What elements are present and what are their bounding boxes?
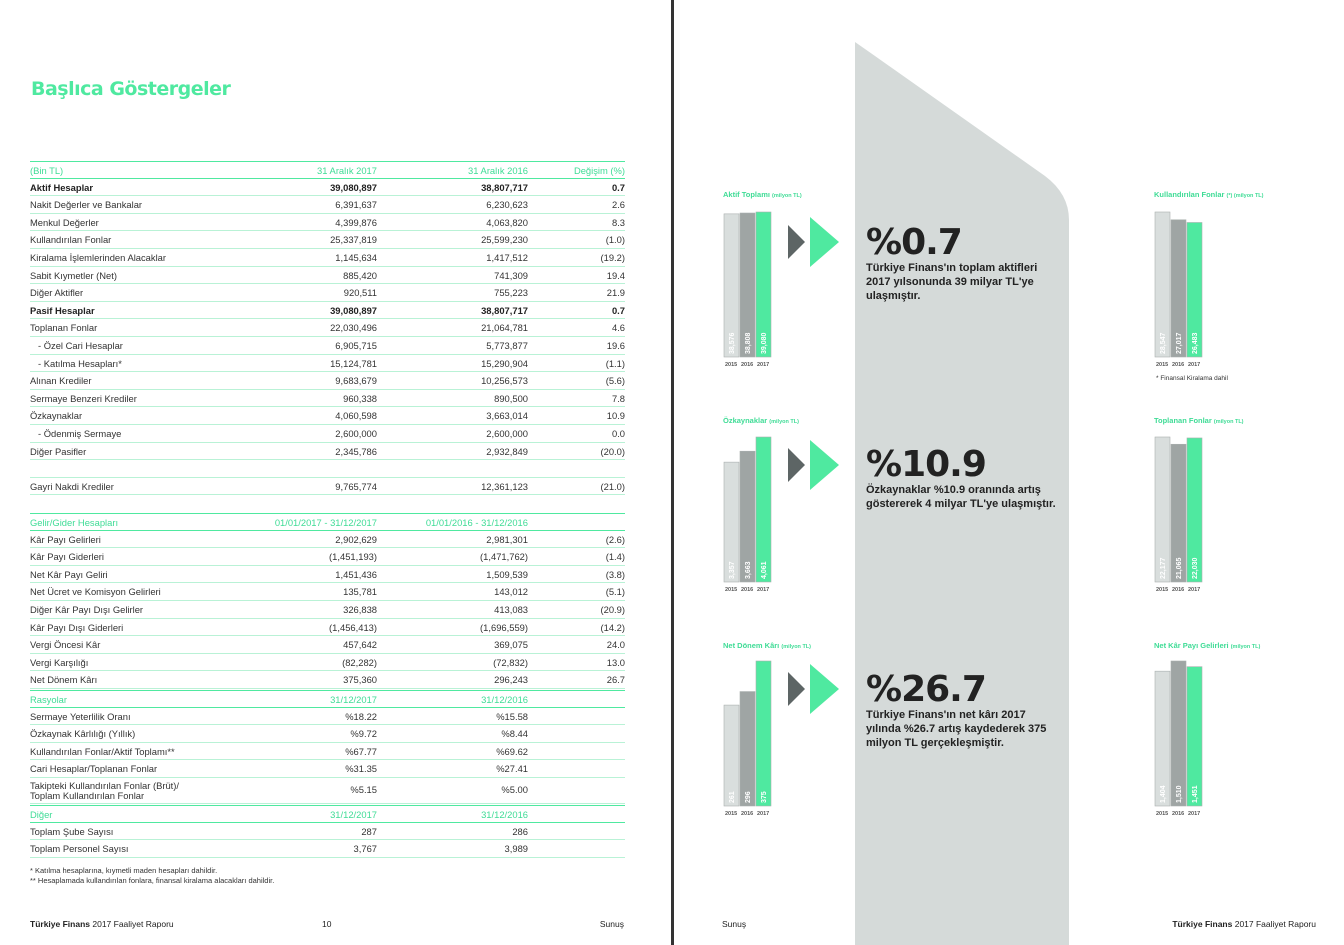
bar-chart	[723, 422, 783, 592]
row-label: Vergi Karşılığı	[30, 656, 89, 668]
arrow-dark-icon	[788, 448, 805, 482]
footer-brand	[30, 919, 174, 929]
row-label: Alınan Krediler	[30, 375, 92, 387]
change-percent: (5.6)	[605, 375, 625, 387]
table-row	[30, 725, 625, 743]
value-2016: 1,509,539	[486, 568, 528, 580]
change-percent: 7.8	[611, 392, 625, 404]
row-label: Vergi Öncesi Kâr	[30, 639, 101, 651]
column-header: Değişim (%)	[573, 165, 625, 176]
arrow-green-icon	[810, 217, 839, 267]
value-2017: 287	[361, 825, 377, 837]
value-2016: %8.44	[501, 728, 528, 740]
bar-value-label: 296	[745, 791, 752, 803]
change-percent: 4.6	[611, 322, 625, 334]
table-row	[30, 601, 625, 619]
value-2016: (1,696,559)	[480, 621, 528, 633]
table-row	[30, 425, 625, 443]
column-header: 31/12/2017	[330, 809, 377, 820]
footer-section: Sunuş	[722, 919, 747, 929]
value-2017: %31.35	[345, 763, 377, 775]
table-row	[30, 583, 625, 601]
value-2016: 3,663,014	[486, 410, 528, 422]
bar-value-label: 1,510	[1176, 785, 1183, 803]
table-row	[30, 390, 625, 408]
value-2016: 741,309	[494, 269, 528, 281]
row-label: Net Dönem Kârı	[30, 674, 98, 686]
value-2017: 4,399,876	[335, 216, 377, 228]
change-percent: 19.6	[606, 339, 625, 351]
change-percent: (1.1)	[605, 357, 625, 369]
chart-year-labels	[725, 587, 773, 593]
table-row	[30, 708, 625, 726]
bar-2017	[756, 661, 771, 806]
bar-value-label: 1,451	[1192, 785, 1199, 803]
value-2016: 2,981,301	[486, 533, 528, 545]
change-percent: 24.0	[606, 639, 625, 651]
value-2016: %5.00	[501, 783, 528, 795]
row-label: Kiralama İşlemlerinden Alacaklar	[30, 251, 166, 263]
table-row	[30, 531, 625, 549]
change-percent: 8.3	[611, 216, 625, 228]
bar-value-label: 1,404	[1160, 785, 1167, 803]
bar-value-label: 22,030	[1192, 557, 1199, 579]
chart-title-text: Kullandırılan Fonlar	[1154, 190, 1225, 199]
column-header: 01/01/2016 - 31/12/2016	[425, 517, 528, 528]
change-percent: 19.4	[606, 269, 625, 281]
chart-year-labels	[725, 811, 773, 817]
bar-value-label: 261	[729, 791, 736, 803]
table-row	[30, 407, 625, 425]
arrow-dark-icon	[788, 225, 805, 259]
change-percent: 13.0	[606, 656, 625, 668]
row-label: Toplam Personel Sayısı	[30, 843, 129, 855]
row-label: Sabit Kıymetler (Net)	[30, 269, 118, 281]
table-row	[30, 671, 625, 689]
value-2017: (82,282)	[342, 656, 377, 668]
change-percent: (21.0)	[600, 480, 625, 492]
value-2017: 960,338	[343, 392, 377, 404]
bar-chart	[1154, 646, 1214, 816]
value-2017: 2,600,000	[335, 427, 377, 439]
highlight-percent: %10.9	[866, 444, 986, 485]
value-2017: 885,420	[343, 269, 377, 281]
chart-unit: (milyon TL)	[769, 419, 799, 425]
year-label: 2016	[741, 587, 754, 593]
row-label: Özkaynak Kârlılığı (Yıllık)	[30, 728, 136, 740]
value-2017: 457,642	[343, 639, 377, 651]
change-percent: 0.7	[611, 304, 625, 316]
value-2017: 22,030,496	[330, 322, 377, 334]
value-2017: 6,391,637	[335, 199, 377, 211]
bar-2015	[724, 705, 739, 806]
income-table	[30, 513, 625, 689]
ratios-table	[30, 690, 625, 804]
table-row	[30, 840, 625, 858]
table-row	[30, 302, 625, 320]
bar-2017	[756, 437, 771, 582]
value-2016: 413,083	[494, 603, 528, 615]
value-2017: (1,456,413)	[329, 621, 377, 633]
value-2016: 21,064,781	[481, 322, 528, 334]
value-2016: 143,012	[494, 586, 528, 598]
page-title: Başlıca Göstergeler	[31, 78, 231, 100]
row-label: Toplanan Fonlar	[30, 322, 98, 334]
row-label: Kâr Payı Gelirleri	[30, 533, 101, 545]
column-header: 31/12/2016	[481, 694, 528, 705]
year-label: 2015	[725, 362, 738, 368]
table-row	[30, 778, 625, 804]
column-header: 31/12/2017	[330, 694, 377, 705]
bar-2016	[1171, 661, 1186, 806]
bar-chart	[723, 646, 783, 816]
table-row	[30, 654, 625, 672]
bar-2016	[740, 692, 755, 806]
change-percent: 26.7	[606, 674, 625, 686]
column-header: Rasyolar	[30, 694, 67, 705]
year-label: 2016	[1172, 587, 1185, 593]
value-2016: 38,807,717	[481, 181, 528, 193]
value-2016: (72,832)	[493, 656, 528, 668]
column-header: 31/12/2016	[481, 809, 528, 820]
row-label: - Özel Cari Hesaplar	[38, 339, 123, 351]
table-row	[30, 196, 625, 214]
value-2017: 25,337,819	[330, 234, 377, 246]
change-percent: 0.0	[611, 427, 625, 439]
footer-brand-name: Türkiye Finans	[30, 919, 90, 929]
table-row	[30, 267, 625, 285]
value-2016: 2,600,000	[486, 427, 528, 439]
row-label: - Ödenmiş Sermaye	[38, 427, 122, 439]
value-2016: 890,500	[494, 392, 528, 404]
bar-value-label: 28,547	[1160, 332, 1167, 354]
column-header: 31 Aralık 2017	[317, 165, 377, 176]
value-2017: %18.22	[345, 710, 377, 722]
bar-value-label: 21,065	[1176, 557, 1183, 579]
change-percent: (2.6)	[605, 533, 625, 545]
value-2017: 39,080,897	[330, 181, 377, 193]
row-label: Özkaynaklar	[30, 410, 83, 422]
bar-2017	[1187, 667, 1202, 806]
chart-unit: (milyon TL)	[772, 193, 802, 199]
arrow-dark-icon	[788, 672, 805, 706]
value-2017: 9,683,679	[335, 375, 377, 387]
change-percent: (1.0)	[605, 234, 625, 246]
year-label: 2017	[757, 587, 770, 593]
year-label: 2017	[1188, 362, 1201, 368]
table-header-row	[30, 690, 625, 708]
row-label: Menkul Değerler	[30, 216, 99, 228]
highlight-percent: %26.7	[866, 669, 986, 710]
row-label: Net Kâr Payı Geliri	[30, 568, 108, 580]
row-label: Kullandırılan Fonlar	[30, 234, 112, 246]
row-label: Nakit Değerler ve Bankalar	[30, 199, 143, 211]
change-percent: (14.2)	[600, 621, 625, 633]
value-2017: 135,781	[343, 586, 377, 598]
value-2016: 6,230,623	[486, 199, 528, 211]
change-percent: (20.9)	[600, 603, 625, 615]
footnotes	[30, 866, 274, 886]
arrow-green-icon	[810, 664, 839, 714]
chart-unit: (milyon TL)	[1213, 419, 1244, 425]
year-label: 2016	[1172, 362, 1185, 368]
arrow-green-icon	[810, 440, 839, 490]
table-header-row	[30, 161, 625, 179]
year-label: 2016	[741, 362, 754, 368]
bar-value-label: 22,177	[1160, 557, 1167, 579]
table-row	[30, 619, 625, 637]
chart-unit: (milyon TL)	[1230, 644, 1261, 650]
row-label: Aktif Hesaplar	[30, 181, 94, 193]
value-2017: 4,060,598	[335, 410, 377, 422]
year-label: 2016	[1172, 811, 1185, 817]
value-2016: 38,807,717	[481, 304, 528, 316]
table-row	[30, 478, 625, 496]
bar-chart	[1154, 197, 1214, 367]
year-label: 2015	[1156, 811, 1169, 817]
value-2016: 296,243	[494, 674, 528, 686]
bar-value-label: 3,357	[729, 561, 736, 579]
change-percent: (1.4)	[605, 551, 625, 563]
column-header: 31 Aralık 2016	[468, 165, 528, 176]
change-percent: 21.9	[606, 287, 625, 299]
row-label: Diğer Pasifler	[30, 445, 87, 457]
bar-chart	[723, 197, 783, 367]
other-table	[30, 805, 625, 858]
year-label: 2015	[1156, 362, 1169, 368]
table-header-row	[30, 513, 625, 531]
table-row	[30, 249, 625, 267]
bar-value-label: 38,808	[745, 332, 752, 354]
chart-title-text: Aktif Toplamı	[723, 190, 770, 199]
chart-year-labels	[1156, 362, 1204, 368]
footer-section: Sunuş	[599, 919, 624, 929]
change-percent: (20.0)	[600, 445, 625, 457]
change-percent: 2.6	[611, 199, 625, 211]
change-percent: (19.2)	[600, 251, 625, 263]
value-2017: %67.77	[345, 745, 377, 757]
footer-brand-name: Türkiye Finans	[1172, 919, 1233, 929]
row-label: Diğer Aktifler	[30, 287, 84, 299]
value-2016: (1,471,762)	[480, 551, 528, 563]
table-row	[30, 284, 625, 302]
value-2016: 5,773,877	[486, 339, 528, 351]
year-label: 2017	[1188, 811, 1201, 817]
chart-title-text: Özkaynaklar	[723, 416, 768, 425]
value-2017: %9.72	[350, 728, 377, 740]
value-2016: 1,417,512	[486, 251, 528, 263]
year-label: 2016	[741, 811, 754, 817]
chart-footnote: * Finansal Kiralama dahil	[1156, 375, 1228, 382]
row-label: Kâr Payı Dışı Giderleri	[30, 621, 124, 633]
value-2016: 755,223	[494, 287, 528, 299]
value-2016: 286	[512, 825, 528, 837]
row-label: Gayri Nakdi Krediler	[30, 480, 114, 492]
value-2016: 25,599,230	[481, 234, 528, 246]
footnote: * Katılma hesaplarına, kıymetli maden hesapları dahildir.	[30, 866, 218, 875]
value-2017: 39,080,897	[330, 304, 377, 316]
year-label: 2015	[725, 811, 738, 817]
year-label: 2015	[725, 587, 738, 593]
column-header: 01/01/2017 - 31/12/2017	[274, 517, 377, 528]
value-2016: 10,256,573	[481, 375, 528, 387]
page-number: 10	[322, 919, 332, 929]
chart-title-text: Net Kâr Payı Gelirleri	[1154, 641, 1229, 650]
table-header-row	[30, 805, 625, 823]
value-2017: 1,145,634	[335, 251, 377, 263]
row-label: Net Ücret ve Komisyon Gelirleri	[30, 586, 161, 598]
value-2017: 326,838	[343, 603, 377, 615]
row-label: Pasif Hesaplar	[30, 304, 95, 316]
chart-title-text: Net Dönem Kârı	[723, 641, 780, 650]
bar-value-label: 375	[761, 791, 768, 803]
table-row	[30, 548, 625, 566]
table-spacer-row	[30, 460, 625, 478]
value-2017: 1,451,436	[335, 568, 377, 580]
row-label: Takipteki Kullandırılan Fonlar (Brüt)/ Toplam Kullandırılan Fonlar	[30, 779, 180, 801]
year-label: 2017	[1188, 587, 1201, 593]
footer-brand	[1172, 919, 1316, 929]
table-row	[30, 443, 625, 461]
bar-value-label: 26,483	[1192, 332, 1199, 354]
value-2017: 920,511	[343, 287, 377, 299]
footer-report-name: 2017 Faaliyet Raporu	[90, 919, 174, 929]
value-2017: 6,905,715	[335, 339, 377, 351]
row-label: Diğer Kâr Payı Dışı Gelirler	[30, 603, 144, 615]
chart-year-labels	[725, 362, 773, 368]
year-label: 2015	[1156, 587, 1169, 593]
table-row	[30, 372, 625, 390]
highlight-description: Türkiye Finans'ın toplam aktifleri 2017 yılsonunda 39 milyar TL'ye ulaşmıştır.	[866, 262, 1038, 302]
value-2016: 369,075	[494, 639, 528, 651]
table-row	[30, 743, 625, 761]
bar-value-label: 4,061	[761, 561, 768, 579]
value-2016: %69.62	[496, 745, 528, 757]
value-2017: 375,360	[343, 674, 377, 686]
chart-unit: (milyon TL)	[781, 644, 811, 650]
bar-chart	[1154, 422, 1214, 592]
change-percent: (3.8)	[605, 568, 625, 580]
row-label: Toplam Şube Sayısı	[30, 825, 114, 837]
bar-value-label: 27,017	[1176, 332, 1183, 354]
row-label: Kullandırılan Fonlar/Aktif Toplamı**	[30, 745, 175, 757]
chart-title-text: Toplanan Fonlar	[1154, 416, 1212, 425]
table-row	[30, 636, 625, 654]
year-label: 2017	[757, 362, 770, 368]
value-2017: 9,765,774	[335, 480, 377, 492]
value-2017: 15,124,781	[330, 357, 377, 369]
table-row	[30, 355, 625, 373]
highlight-description: Türkiye Finans'ın net kârı 2017 yılında %26.7 artış kaydederek 375 milyon TL gerçekleşmiştir.	[866, 709, 1047, 749]
column-header: Diğer	[30, 809, 53, 820]
table-row	[30, 760, 625, 778]
value-2017: 3,767	[353, 843, 377, 855]
bar-value-label: 38,576	[729, 332, 736, 354]
value-2016: %15.58	[496, 710, 528, 722]
row-label: Sermaye Benzeri Krediler	[30, 392, 137, 404]
table-row	[30, 823, 625, 841]
chart-year-labels	[1156, 811, 1204, 817]
highlight-percent: %0.7	[866, 222, 962, 263]
chart-unit: (*) (milyon TL)	[1226, 193, 1264, 199]
table-row	[30, 337, 625, 355]
row-label: Cari Hesaplar/Toplanan Fonlar	[30, 763, 158, 775]
row-label: Sermaye Yeterlilik Oranı	[30, 710, 131, 722]
row-label: - Katılma Hesapları*	[38, 357, 122, 369]
column-header: Gelir/Gider Hesapları	[30, 517, 119, 528]
right-page	[672, 0, 1344, 945]
value-2017: (1,451,193)	[329, 551, 377, 563]
table-row	[30, 214, 625, 232]
value-2017: 2,345,786	[335, 445, 377, 457]
table-row	[30, 179, 625, 197]
table-row	[30, 231, 625, 249]
change-percent: (5.1)	[605, 586, 625, 598]
value-2016: 3,989	[504, 843, 528, 855]
value-2017: %5.15	[350, 783, 377, 795]
highlight-description: Özkaynaklar %10.9 oranında artış göstererek 4 milyar TL'ye ulaşmıştır.	[866, 484, 1056, 510]
value-2016: 15,290,904	[481, 357, 528, 369]
table-row	[30, 566, 625, 584]
year-label: 2017	[757, 811, 770, 817]
value-2016: %27.41	[496, 763, 528, 775]
value-2016: 2,932,849	[486, 445, 528, 457]
value-2017: 2,902,629	[335, 533, 377, 545]
row-label: Kâr Payı Giderleri	[30, 551, 104, 563]
chart-year-labels	[1156, 587, 1204, 593]
change-percent: 10.9	[606, 410, 625, 422]
value-2016: 4,063,820	[486, 216, 528, 228]
value-2016: 12,361,123	[481, 480, 528, 492]
bar-value-label: 3,663	[745, 561, 752, 579]
change-percent: 0.7	[611, 181, 625, 193]
footer-report-name: 2017 Faaliyet Raporu	[1232, 919, 1316, 929]
balance-table	[30, 161, 625, 495]
bar-value-label: 39,080	[761, 332, 768, 354]
footnote: ** Hesaplamada kullandırılan fonlara, finansal kiralama alacakları dahildir.	[30, 876, 275, 885]
table-row	[30, 319, 625, 337]
column-header: (Bin TL)	[30, 165, 64, 176]
